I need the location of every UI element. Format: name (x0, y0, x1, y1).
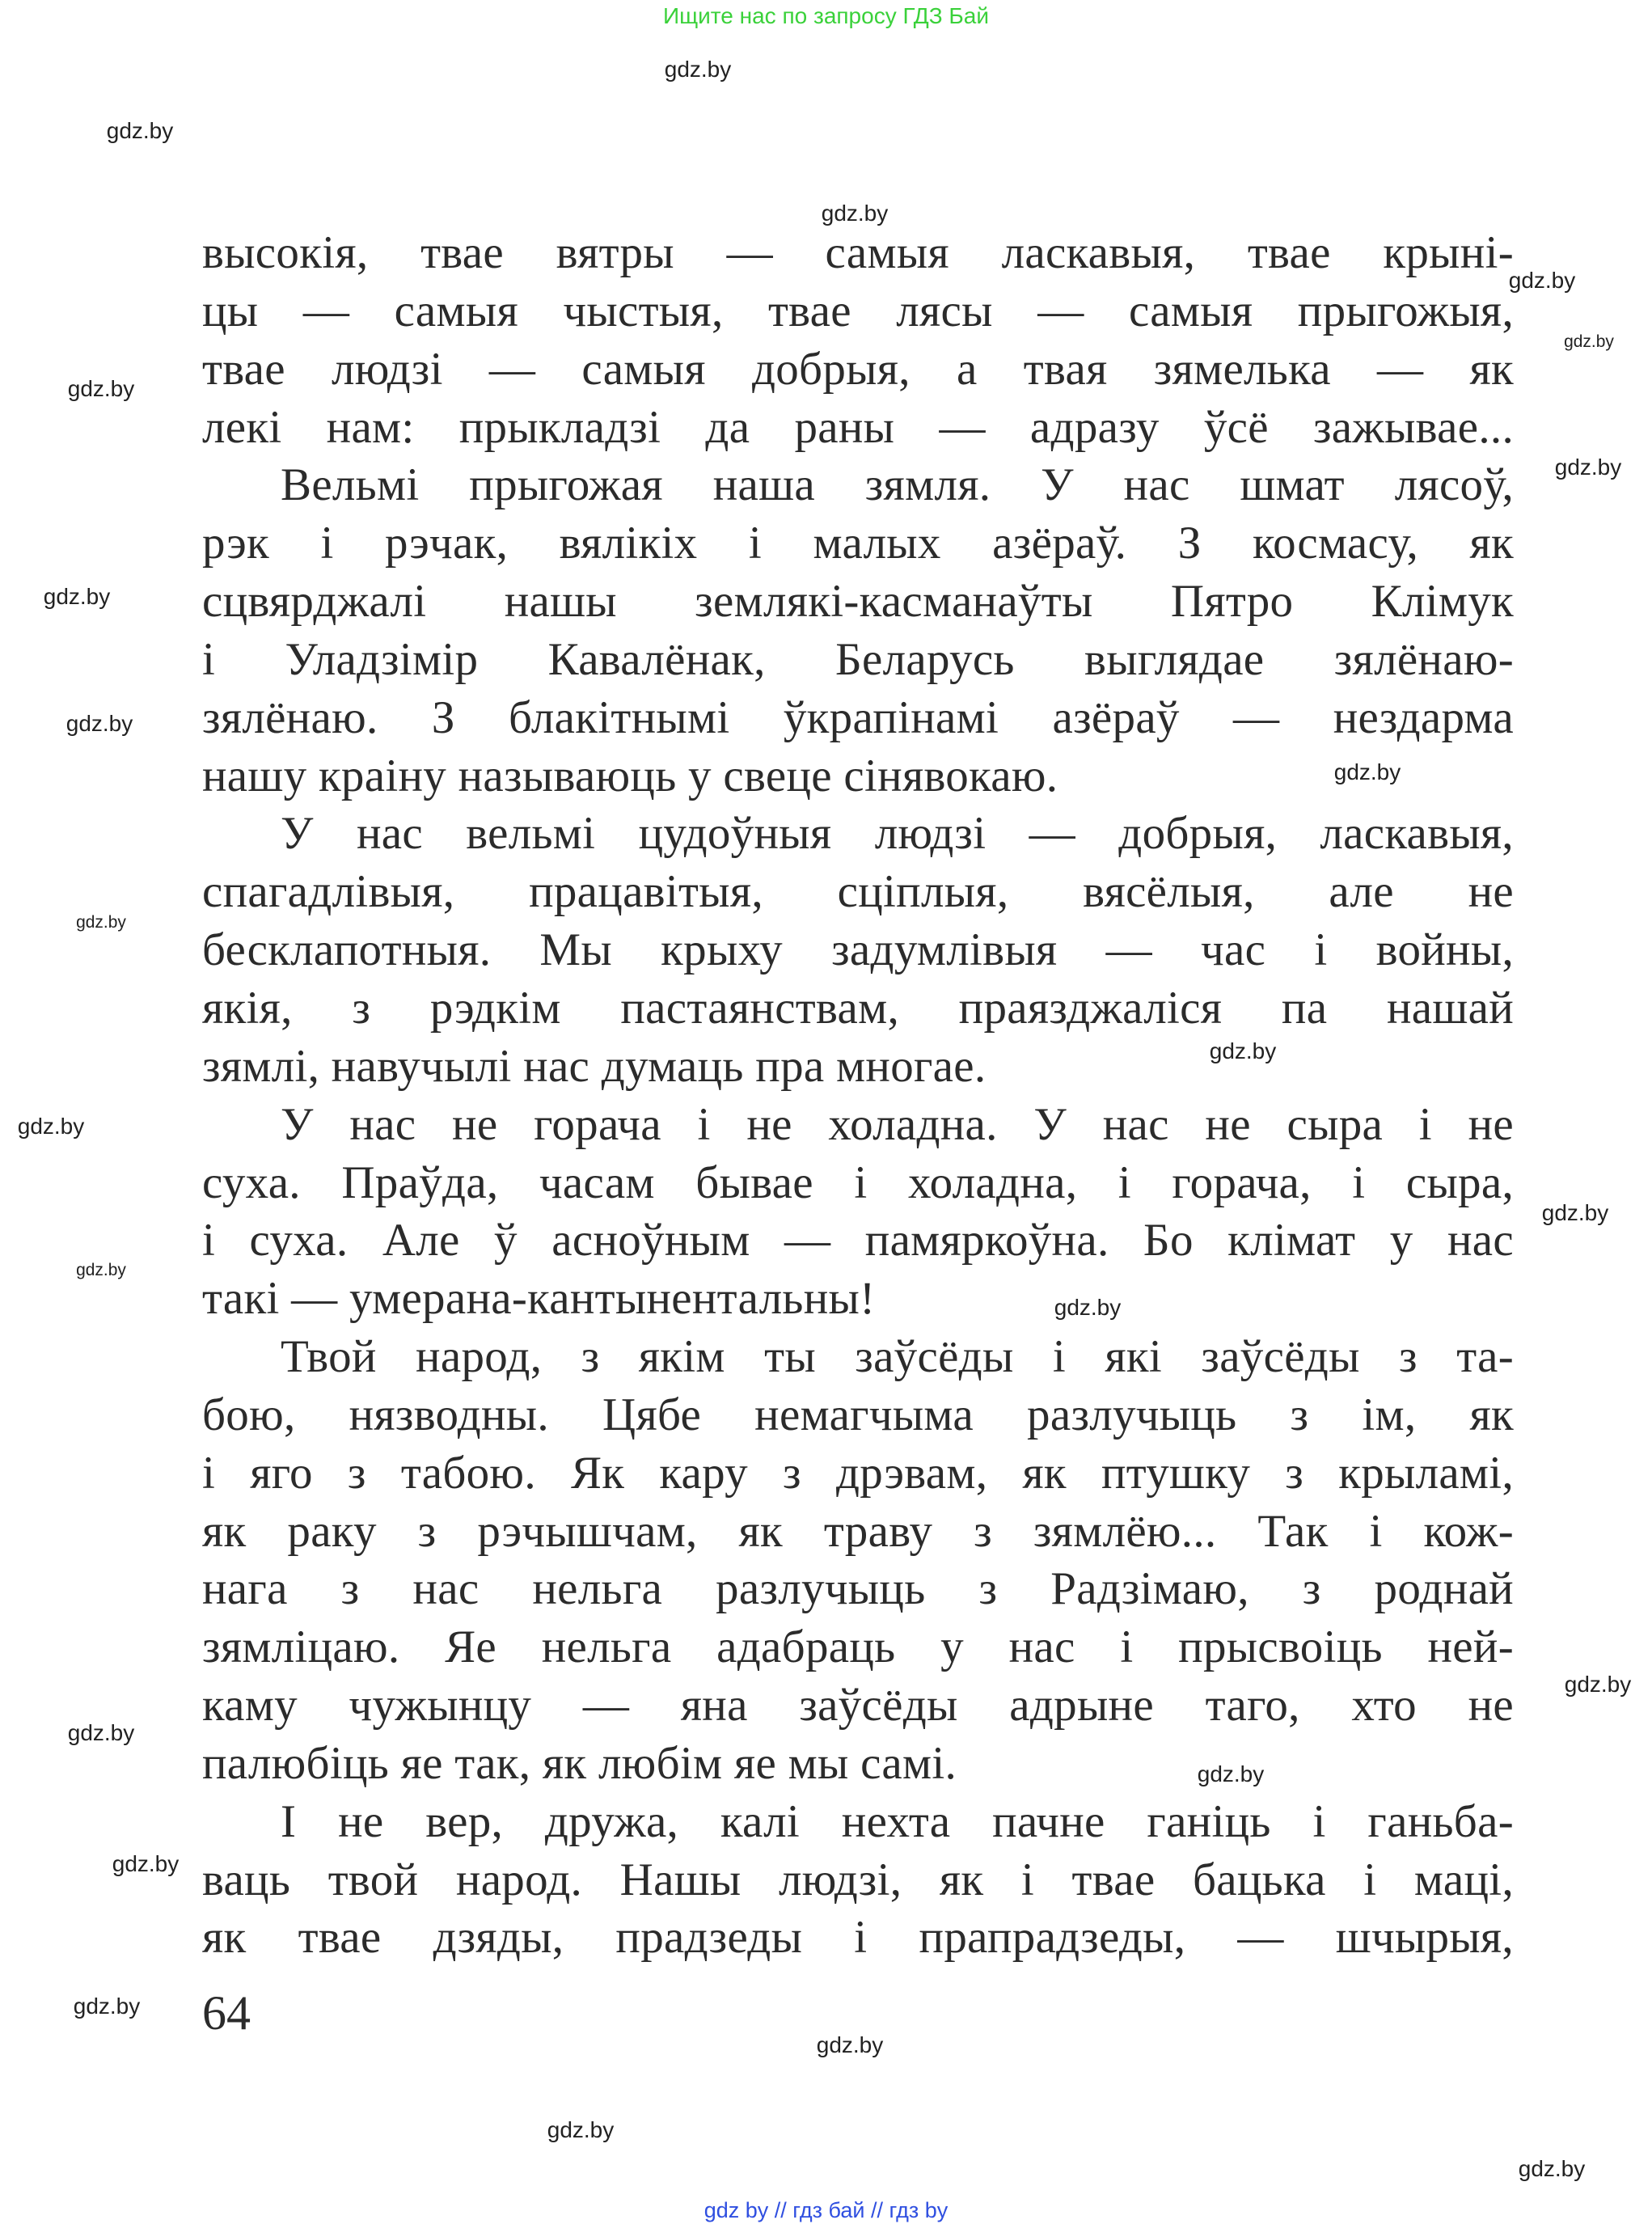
text-line: каму чужынцу — яна заўсёды адрыне таго, хто не (202, 1680, 1514, 1731)
text-line: Вельмі прыгожая наша зямля. У нас шмат лясоў, (281, 459, 1514, 511)
text-line: У нас вельмі цудоўныя людзі — добрыя, ласкавыя, (281, 808, 1514, 860)
text-line: ваць твой народ. Нашы людзі, як і твае бацька і маці, (202, 1854, 1514, 1905)
watermark: gdz.by (1518, 2156, 1586, 2181)
text-line: зялёнаю. З блакітнымі ўкрапінамі азёраў — нездарма (202, 691, 1514, 743)
watermark: gdz.by (821, 201, 889, 226)
page-number: 64 (202, 1986, 251, 2040)
text-line: цы — самыя чыстыя, твае лясы — самыя прыгожыя, (202, 285, 1514, 336)
text-line: рэк і рэчак, вялікіх і малых азёраў. З космасу, як (202, 518, 1514, 569)
text-line: такі — умерана-кантынентальны! (202, 1273, 876, 1325)
text-line: якія, з рэдкім пастаянствам, праязджаліся па нашай (202, 982, 1514, 1034)
text-line: зямліцаю. Яе нельга адабраць у нас і прысвоіць ней- (202, 1621, 1514, 1673)
watermark: gdz.by (1197, 1761, 1265, 1786)
text-line: як твае дзяды, прадзеды і прапрадзеды, — шчырыя, (202, 1912, 1514, 1964)
text-line: І не вер, дружа, калі нехта пачне ганіць і ганьба- (281, 1795, 1514, 1847)
body-text (202, 224, 1514, 1967)
watermark: gdz.by (67, 376, 135, 401)
watermark: gdz.by (65, 711, 133, 736)
watermark: gdz.by (816, 2032, 884, 2057)
search-banner[interactable]: Ищите нас по запросу ГДЗ Бай (662, 3, 990, 28)
text-line: сцвярджалі нашы землякі-касманаўты Пятро Клімук (202, 576, 1514, 628)
text-line: і Уладзімір Кавалёнак, Беларусь выглядае зялёнаю- (202, 633, 1514, 685)
watermark: gdz.by (1564, 332, 1614, 351)
text-line: і суха. Але ў асноўным — памяркоўна. Бо клімат у нас (202, 1215, 1514, 1266)
watermark: gdz.by (1554, 455, 1622, 480)
watermark: gdz.by (112, 1851, 180, 1876)
watermark: gdz.by (1054, 1295, 1122, 1320)
text-line: высокія, твае вятры — самыя ласкавыя, твае крыні- (202, 227, 1514, 278)
text-line: палюбіць яе так, як любім яе мы самі. (202, 1737, 957, 1789)
text-line: зямлі, навучылі нас думаць пра многае. (202, 1040, 987, 1092)
text-line: бою, нязводны. Цябе немагчыма разлучыць з ім, як (202, 1389, 1514, 1440)
text-line: Твой народ, з якім ты заўсёды і які заўсёды з та- (281, 1331, 1514, 1383)
text-line: лекі нам: прыкладзі да раны — адразу ўсё зажывае... (202, 401, 1514, 453)
watermark: gdz.by (1564, 1672, 1632, 1697)
watermark: gdz.by (67, 1720, 135, 1745)
text-line: бесклапотныя. Мы крыху задумлівыя — час і войны, (202, 924, 1514, 976)
watermark: gdz.by (73, 1994, 141, 2019)
text-line: як раку з рэчышчам, як траву з зямлёю... Так і кож- (202, 1505, 1514, 1557)
text-line: нага з нас нельга разлучыць з Радзімаю, з роднай (202, 1563, 1514, 1615)
text-line: твае людзі — самыя добрыя, а твая зямелька — як (202, 343, 1514, 395)
text-line: і яго з табою. Як кару з дрэвам, як птушку з крыламі, (202, 1447, 1514, 1499)
watermark: gdz.by (106, 118, 174, 143)
watermark: gdz.by (664, 57, 732, 82)
text-line: спагадлівыя, працавітыя, сціплыя, вясёлыя, але не (202, 866, 1514, 918)
text-line: нашу краіну называюць у свеце сінявокаю. (202, 750, 1058, 801)
watermark: gdz.by (76, 1261, 126, 1279)
watermark: gdz.by (1333, 759, 1401, 784)
watermark: gdz.by (76, 913, 126, 932)
watermark: gdz.by (17, 1114, 85, 1139)
watermark: gdz.by (1508, 268, 1576, 293)
watermark: gdz.by (43, 584, 111, 609)
watermark: gdz.by (1209, 1038, 1277, 1063)
footer-links[interactable]: gdz by // гдз бай // гдз by (703, 2198, 949, 2222)
watermark: gdz.by (1541, 1200, 1609, 1225)
watermark: gdz.by (547, 2117, 615, 2142)
text-line: суха. Праўда, часам бывае і холадна, і горача, і сыра, (202, 1156, 1514, 1208)
text-line: У нас не горача і не холадна. У нас не сыра і не (281, 1098, 1514, 1150)
